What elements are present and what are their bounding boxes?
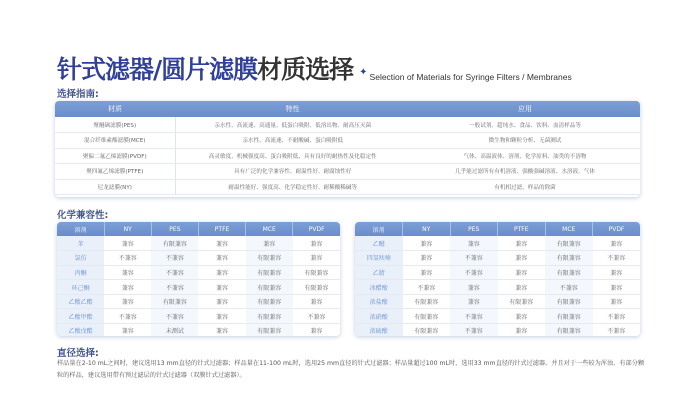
guide-cell: 气体、高温液体、溶剂、化学原料、油类的不溶物 — [410, 148, 640, 164]
chem-header-cell: NY — [403, 222, 451, 236]
table-row — [355, 324, 640, 336]
compat-cell: 兼容 — [198, 280, 245, 295]
guide-cell: 微生物和颗粒分析、无菌测试 — [410, 133, 640, 149]
compat-cell: 兼容 — [498, 251, 546, 266]
solvent-cell: 乙腈 — [355, 265, 403, 280]
chem-header-cell: 溶剂 — [355, 222, 403, 236]
compat-cell: 有限兼容 — [151, 236, 198, 251]
compat-cell: 兼容 — [593, 265, 641, 280]
compat-cell: 兼容 — [403, 236, 451, 251]
compat-cell: 兼容 — [450, 236, 498, 251]
compat-cell: 有限兼容 — [246, 309, 293, 324]
chem-header-cell: MCE — [545, 222, 593, 236]
compat-cell: 有限兼容 — [246, 280, 293, 295]
chem-header-cell: MCE — [246, 222, 293, 236]
solvent-cell: 冰醋酸 — [355, 280, 403, 295]
compat-cell: 有限兼容 — [403, 324, 451, 336]
guide-heading: 选择指南: — [57, 89, 99, 100]
guide-cell: 有机相过滤，样品的除菌 — [410, 179, 640, 195]
diameter-text: 样品量在2-10 mL之间时，建议选用13 mm直径的针式过滤器；样品量在11-100 mL时，选用25 mm直径的针式过滤器；样品量超过100 mL时，选用33 mm直径的针式过滤器。并且对于一些较为浑浊、有部分颗粒的样品，建议选用带有预过滤层的针式过滤器（双膜针式过滤器）。 — [57, 360, 645, 379]
compat-cell: 不兼容 — [151, 280, 198, 295]
guide-cell: 聚四氟乙烯滤膜(PTFE) — [55, 164, 175, 180]
compat-cell: 兼容 — [593, 294, 641, 309]
compat-cell: 兼容 — [104, 294, 151, 309]
guide-cell: 一般试剂、超纯水、食品、饮料、血清样品等 — [410, 117, 640, 133]
guide-header-cell: 特性 — [175, 101, 410, 117]
compat-cell: 兼容 — [293, 294, 340, 309]
chem-header-cell: 溶剂 — [57, 222, 104, 236]
table-row — [55, 164, 640, 180]
compat-cell: 有限兼容 — [246, 294, 293, 309]
compat-cell: 未测试 — [151, 324, 198, 336]
compat-cell: 不兼容 — [593, 324, 641, 336]
compat-cell: 不兼容 — [151, 309, 198, 324]
compat-cell: 兼容 — [198, 236, 245, 251]
solvent-cell: 氯仿 — [57, 251, 104, 266]
table-row — [57, 324, 340, 336]
solvent-cell: 四氢呋喃 — [355, 251, 403, 266]
compat-cell: 兼容 — [498, 236, 546, 251]
table-row — [57, 251, 340, 266]
compat-cell: 兼容 — [198, 294, 245, 309]
compat-cell: 不兼容 — [293, 309, 340, 324]
compat-cell: 有限兼容 — [246, 324, 293, 336]
guide-cell: 亲水性、高流速、高通量、低蛋白吸附、低溶出物、耐高压灭菌 — [175, 117, 410, 133]
compat-cell: 不兼容 — [545, 280, 593, 295]
diameter-heading: 直径选择: — [57, 348, 99, 359]
compat-cell: 有限兼容 — [545, 324, 593, 336]
solvent-cell: 苯 — [57, 236, 104, 251]
compat-cell: 有限兼容 — [293, 280, 340, 295]
table-row — [55, 133, 640, 149]
compat-cell: 不兼容 — [450, 265, 498, 280]
compat-cell: 有限兼容 — [545, 294, 593, 309]
table-row — [355, 236, 640, 251]
guide-cell: 聚醚砜滤膜(PES) — [55, 117, 175, 133]
compat-cell: 兼容 — [198, 265, 245, 280]
compat-cell: 兼容 — [104, 265, 151, 280]
guide-cell: 高灵敏度、机械强度高、蛋白吸附低、具有良好的耐热性及化稳定性 — [175, 148, 410, 164]
compat-cell: 兼容 — [104, 324, 151, 336]
compat-cell: 有限兼容 — [403, 294, 451, 309]
chem-header-cell: PES — [450, 222, 498, 236]
guide-header-cell: 应用 — [410, 101, 640, 117]
chem-header-cell: PVDF — [593, 222, 641, 236]
table-row — [57, 236, 340, 251]
table-row — [355, 265, 640, 280]
chem-header-cell: PES — [151, 222, 198, 236]
compat-cell: 兼容 — [293, 236, 340, 251]
compat-cell: 兼容 — [293, 324, 340, 336]
compat-cell: 有限兼容 — [545, 265, 593, 280]
guide-cell: 具有广泛的化学兼容性、耐温性好、耐腐蚀性好 — [175, 164, 410, 180]
compat-cell: 有限兼容 — [498, 294, 546, 309]
star-icon: ✦ — [359, 67, 368, 78]
compat-cell: 兼容 — [593, 280, 641, 295]
compat-cell: 不兼容 — [151, 265, 198, 280]
compat-cell: 兼容 — [198, 309, 245, 324]
compat-cell: 不兼容 — [403, 280, 451, 295]
compat-cell: 不兼容 — [450, 251, 498, 266]
compat-cell: 不兼容 — [593, 251, 641, 266]
compat-cell: 兼容 — [293, 251, 340, 266]
compat-cell: 兼容 — [403, 251, 451, 266]
table-row — [57, 309, 340, 324]
solvent-cell: 浓硝酸 — [355, 309, 403, 324]
compat-cell: 兼容 — [104, 236, 151, 251]
solvent-cell: 乙酸甲酯 — [57, 309, 104, 324]
compat-cell: 有限兼容 — [246, 251, 293, 266]
guide-cell: 耐温性能好、强度高、化学稳定性好、耐稀酸稀碱等 — [175, 179, 410, 195]
table-row — [355, 280, 640, 295]
compat-cell: 兼容 — [246, 236, 293, 251]
chem-header-cell: PTFE — [498, 222, 546, 236]
solvent-cell: 环己酮 — [57, 280, 104, 295]
table-row — [57, 280, 340, 295]
table-row — [55, 117, 640, 133]
compat-cell: 兼容 — [498, 265, 546, 280]
compat-cell: 有限兼容 — [246, 265, 293, 280]
solvent-cell: 丙酮 — [57, 265, 104, 280]
compat-cell: 兼容 — [498, 280, 546, 295]
page-title — [57, 50, 572, 86]
compat-cell: 有限兼容 — [293, 265, 340, 280]
compat-cell: 不兼容 — [450, 309, 498, 324]
compat-cell: 兼容 — [450, 280, 498, 295]
solvent-cell: 浓盐酸 — [355, 294, 403, 309]
table-row — [355, 251, 640, 266]
chem-header-cell: PVDF — [293, 222, 340, 236]
compat-cell: 有限兼容 — [151, 294, 198, 309]
chem-heading: 化学兼容性: — [57, 210, 109, 221]
table-row — [55, 148, 640, 164]
title-english: Selection of Materials for Syringe Filters / Membranes — [369, 72, 572, 82]
guide-cell: 几乎能过滤所有有机溶液、强酸强碱溶液、水溶液、气体 — [410, 164, 640, 180]
solvent-cell: 乙酸戊酯 — [57, 324, 104, 336]
compat-cell: 兼容 — [450, 294, 498, 309]
compat-cell: 兼容 — [498, 324, 546, 336]
compat-cell: 兼容 — [198, 251, 245, 266]
compat-cell: 兼容 — [198, 324, 245, 336]
guide-cell: 混合纤维素酯滤膜(MCE) — [55, 133, 175, 149]
table-row — [57, 265, 340, 280]
compat-cell: 有限兼容 — [403, 309, 451, 324]
compat-cell: 兼容 — [403, 265, 451, 280]
chem-table-right — [355, 222, 640, 336]
guide-cell: 亲水性、高流速、不耐酸碱、蛋白吸附低 — [175, 133, 410, 149]
solvent-cell: 乙醚 — [355, 236, 403, 251]
chem-table-left — [57, 222, 340, 336]
compat-cell: 有限兼容 — [545, 236, 593, 251]
guide-cell: 尼龙滤膜(NY) — [55, 179, 175, 195]
title-main-dark: 材质选择 — [257, 55, 354, 84]
table-row — [355, 309, 640, 324]
solvent-cell: 浓硫酸 — [355, 324, 403, 336]
compat-cell: 兼容 — [593, 236, 641, 251]
compat-cell: 不兼容 — [104, 309, 151, 324]
compat-cell: 不兼容 — [593, 309, 641, 324]
table-row — [55, 179, 640, 195]
chem-header-cell: NY — [104, 222, 151, 236]
compat-cell: 有限兼容 — [545, 309, 593, 324]
compat-cell: 兼容 — [498, 309, 546, 324]
chem-header-cell: PTFE — [198, 222, 245, 236]
compat-cell: 不兼容 — [151, 251, 198, 266]
title-main-blue: 针式滤器/圆片滤膜 — [57, 55, 258, 84]
compat-cell: 不兼容 — [450, 324, 498, 336]
table-row — [355, 294, 640, 309]
guide-header-cell: 材质 — [55, 101, 175, 117]
compat-cell: 不兼容 — [104, 251, 151, 266]
guide-table — [55, 101, 640, 197]
compat-cell: 兼容 — [104, 280, 151, 295]
solvent-cell: 乙酸乙酯 — [57, 294, 104, 309]
table-row — [57, 294, 340, 309]
guide-cell: 聚偏二氟乙烯滤膜(PVDF) — [55, 148, 175, 164]
compat-cell: 有限兼容 — [545, 251, 593, 266]
